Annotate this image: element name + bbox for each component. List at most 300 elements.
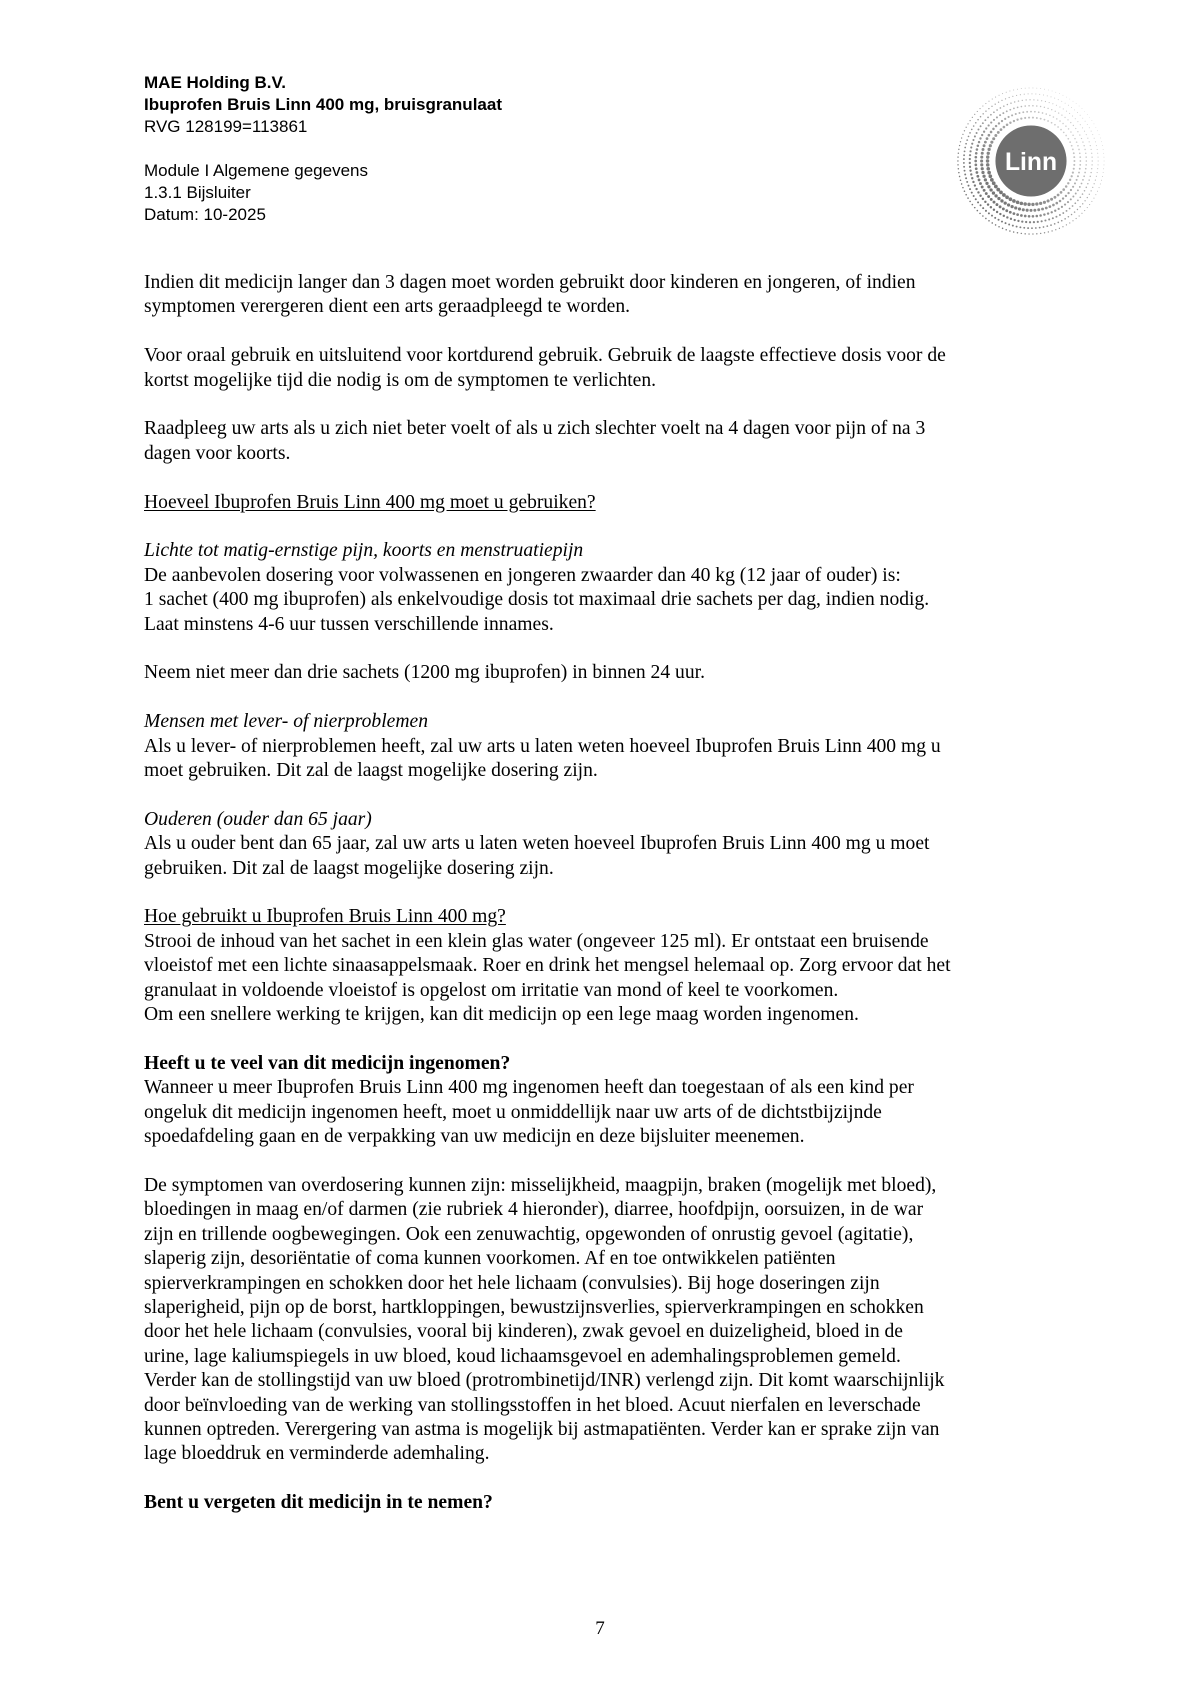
logo-dot [987, 148, 990, 151]
logo-dot [1084, 131, 1085, 132]
logo-dot [957, 156, 958, 157]
logo-dot [1014, 101, 1015, 102]
logo-dot [1055, 92, 1056, 93]
logo-dot [1070, 122, 1071, 123]
logo-dot [982, 215, 984, 217]
logo-dot [1047, 120, 1049, 122]
logo-dot [1035, 93, 1036, 94]
logo-dot [1013, 212, 1016, 215]
logo-dot [1043, 201, 1046, 204]
logo-dot [1009, 122, 1011, 124]
logo-dot [1010, 218, 1012, 220]
logo-dot [966, 127, 967, 128]
logo-dot [1076, 103, 1077, 104]
logo-dot [987, 116, 989, 118]
logo-dot [1027, 203, 1030, 206]
logo-dot [1039, 202, 1042, 205]
logo-dot [1052, 103, 1053, 104]
logo-dot [1071, 214, 1073, 216]
logo-dot [978, 141, 980, 143]
logo-dot [1065, 185, 1068, 188]
logo-dot [1061, 101, 1062, 102]
logo-dot [1041, 220, 1043, 222]
logo-dot [1087, 183, 1088, 184]
logo-dot [981, 186, 984, 189]
logo-dot [1085, 121, 1086, 122]
logo-dot [1036, 88, 1037, 89]
heading-forgotten: Bent u vergeten dit medicijn in te nemen? [144, 1492, 493, 1514]
logo-dot [964, 130, 965, 131]
logo-dot [974, 160, 977, 163]
logo-dot [1075, 128, 1076, 129]
logo-dot [1080, 115, 1081, 116]
logo-dot [1004, 201, 1007, 204]
logo-dot [961, 137, 962, 138]
logo-dot [1084, 200, 1085, 201]
logo-dot [1021, 233, 1022, 234]
logo-dot [1002, 93, 1003, 94]
logo-dot [1065, 195, 1067, 197]
logo-dot [1069, 222, 1070, 223]
logo-dot [1096, 145, 1097, 146]
logo-dot [1013, 120, 1015, 122]
logo-dot [963, 162, 965, 164]
logo-dot [1033, 221, 1035, 223]
logo-dot [968, 185, 970, 187]
logo-dot [1035, 227, 1037, 229]
logo-dot [1006, 110, 1008, 112]
logo-dot [985, 210, 987, 212]
logo-dot [958, 168, 960, 170]
logo-dot [986, 159, 989, 162]
logo-dot [1092, 160, 1093, 161]
paragraph-how-to-use: Strooi de inhoud van het sachet in een klein glas water (ongeveer 125 ml). Er ontstaat een bruisende vloeistof met een lichte sinaasappelsmaak. Roer en drink het mengsel helemaal op. Zorg ervoor dat het granulaat in voldoende vloeistof is opgelost om irritatie van mond of keel te voorkomen. Om een snellere werking te krijgen, kan dit medicijn op een lege maag worden ingenomen. [144, 930, 951, 1026]
logo-dot [974, 164, 977, 167]
logo-dot [1060, 191, 1063, 194]
logo-dot [1094, 138, 1095, 139]
logo-dot [999, 191, 1003, 195]
logo-dot [1089, 141, 1090, 142]
logo-dot [971, 192, 973, 194]
logo-dot [1104, 161, 1105, 162]
logo-dot [976, 148, 979, 151]
logo-dot [1039, 227, 1041, 229]
logo-dot [1074, 109, 1075, 110]
logo-dot [1069, 113, 1070, 114]
logo-dot [958, 149, 959, 150]
logo-dot [970, 146, 972, 148]
logo-dot [975, 167, 978, 170]
logo-dot [981, 171, 984, 174]
logo-dot [1067, 119, 1068, 120]
logo-dot [1091, 131, 1092, 132]
logo-dot [1069, 99, 1070, 100]
logo-dot [981, 167, 984, 170]
logo-dot [993, 119, 995, 121]
logo-dot [1066, 224, 1067, 225]
logo-dot [1092, 134, 1093, 135]
logo-dot [1012, 225, 1014, 227]
logo-dot [1043, 213, 1045, 215]
logo-dot [1001, 120, 1003, 122]
logo-dot [1020, 94, 1021, 95]
logo-dot [963, 166, 965, 168]
logo-dot [1083, 145, 1084, 146]
logo-dot [1020, 214, 1023, 217]
logo-dot [1074, 182, 1076, 184]
logo-dot [1097, 153, 1098, 154]
logo-dot [1005, 209, 1008, 212]
logo-dot [1073, 168, 1075, 170]
logo-dot [979, 182, 982, 185]
logo-dot [1098, 164, 1099, 165]
logo-dot [1064, 218, 1066, 220]
logo-dot [1001, 100, 1002, 101]
logo-dot [985, 218, 987, 220]
logo-dot [960, 141, 961, 142]
logo-dot [1002, 228, 1004, 230]
logo-dot [1029, 99, 1030, 100]
logo-dot [1089, 204, 1090, 205]
logo-dot [985, 110, 986, 111]
logo-dot [1053, 196, 1056, 199]
logo-dot [1076, 218, 1077, 219]
logo-dot [1063, 132, 1065, 134]
logo-dot [1095, 179, 1096, 180]
logo-dot [1097, 130, 1098, 131]
logo-dot [964, 150, 966, 152]
logo-dot [1033, 88, 1034, 89]
logo-dot [1096, 176, 1097, 177]
logo-dot [999, 213, 1001, 215]
logo-dot [1098, 157, 1099, 158]
logo-dot [1079, 206, 1080, 207]
logo-dot [1079, 106, 1080, 107]
logo-dot [1097, 149, 1098, 150]
logo-dot [1009, 230, 1011, 232]
logo-dot [1062, 197, 1064, 199]
logo-dot [1101, 141, 1102, 142]
logo-dot [959, 176, 961, 178]
logo-dot [1084, 149, 1085, 150]
logo-dot [1020, 118, 1022, 120]
logo-dot [1060, 129, 1062, 131]
logo-dot [1082, 118, 1083, 119]
logo-dot [1087, 138, 1088, 139]
logo-dot [987, 185, 990, 188]
logo-dot [990, 131, 993, 134]
logo-dot [1013, 108, 1015, 110]
logo-dot [1072, 115, 1073, 116]
logo-dot [1075, 118, 1076, 119]
logo-dot [969, 188, 971, 190]
logo-dot [1072, 171, 1074, 173]
logo-dot [1057, 126, 1059, 128]
logo-dot [1103, 172, 1104, 173]
logo-dot [1089, 117, 1090, 118]
logo-dot [1067, 201, 1069, 203]
logo-dot [1095, 127, 1096, 128]
logo-dot [1040, 118, 1042, 120]
logo-dot [1017, 220, 1019, 222]
logo-dot [1046, 225, 1048, 227]
logo-dot [1013, 231, 1015, 233]
logo-dot [1059, 228, 1060, 229]
logo-dot [1089, 127, 1090, 128]
logo-dot [1084, 111, 1085, 112]
logo-dot [988, 174, 992, 178]
logo-dot [1024, 215, 1027, 218]
logo-dot [1066, 210, 1068, 212]
logo-dot [1100, 183, 1101, 184]
logo-dot [969, 201, 971, 203]
logo-dot [1073, 125, 1074, 126]
logo-dot [969, 132, 971, 134]
logo-dot [1028, 93, 1029, 94]
logo-dot [1047, 212, 1049, 214]
logo-dot [1056, 118, 1058, 120]
logo-dot [972, 117, 973, 118]
logo-dot [1055, 202, 1058, 205]
logo-dot [1040, 233, 1041, 234]
logo-dot [1074, 211, 1075, 212]
logo-dot [993, 201, 996, 204]
logo-dot [1037, 221, 1039, 223]
logo-dot [965, 143, 967, 145]
logo-dot [1030, 111, 1032, 113]
logo-dot [1090, 172, 1091, 173]
logo-dot [1059, 214, 1061, 216]
logo-dot [1057, 222, 1059, 224]
logo-dot [983, 144, 986, 147]
paragraph-overdose-symptoms: De symptomen van overdosering kunnen zijn: misselijkheid, maagpijn, braken (mogelijk met bloed), bloedingen in maag en/of darmen (zie rubriek 4 hieronder), diarree, hoofdpijn, oorsuizen, in de war zijn en trillende oogbewegingen. Ook een zenuwachtig, opgewonden of onrustig gevoel (agitatie), slaperig zijn, desoriëntatie of coma kunnen voorkomen. Af en toe ontwikkelen patiënten spierverkrampingen en schokken door het hele lichaam (convulsies). Bij hoge doseringen zijn slaperigheid, pijn op de borst, hartkloppingen, bewustzijnsverlies, spierverkrampingen en schokken door het hele lichaam (convulsies, vooral bij kinderen), zwak gevoel en duizeligheid, bloed in de urine, lage kaliumspiegels in uw bloed, koud lichaamsgevoel en ademhalingsproblemen gemeld. Verder kan de stollingstijd van uw bloed (protrombinetijd/INR) verlengd zijn. Dit komt waarschijnlijk door beïnvloeding van de werking van stollingsstoffen in het bloed. Acuut nierfalen en leverschade kunnen optreden. Verergering van astma is mogelijk bij astmapatiënten. Verder kan er sprake zijn van lage bloeddruk en verminderde ademhaling. [144, 1174, 945, 1465]
logo-dot [1039, 94, 1040, 95]
logo-dot [1007, 203, 1010, 206]
logo-dot [1085, 156, 1086, 157]
logo-dot [976, 132, 978, 134]
paragraph-duration: Indien dit medicijn langer dan 3 dagen moet worden gebruikt door kinderen en jongeren, of indien symptomen verergeren dient een arts geraadpleegd te worden. [144, 272, 916, 318]
logo-dot [1022, 111, 1024, 113]
logo-dot [1074, 202, 1076, 204]
logo-dot [1035, 215, 1038, 218]
logo-dot [1028, 215, 1031, 218]
logo-dot [974, 135, 976, 137]
logo-dot [1073, 164, 1075, 166]
logo-dot [1080, 160, 1082, 162]
logo-dot [1052, 204, 1055, 207]
logo-dot [1073, 101, 1074, 102]
logo-dot [981, 134, 983, 136]
logo-dot [1049, 102, 1050, 103]
logo-dot [1023, 202, 1027, 206]
logo-dot [1079, 156, 1081, 158]
logo-dot [1072, 149, 1074, 151]
logo-dot [1077, 209, 1078, 210]
paragraph-elderly: Als u ouder bent dan 65 jaar, zal uw arts u laten weten hoeveel Ibuprofen Bruis Linn 400 mg u moet gebruiken. Dit zal de laagst mogelijke dosering zijn. [144, 833, 930, 879]
logo-dot [975, 152, 978, 155]
logo-dot [1043, 95, 1044, 96]
logo-dot [997, 197, 1000, 200]
logo-dot [1073, 152, 1075, 154]
logo-dot [996, 203, 999, 206]
logo-dot [982, 207, 984, 209]
logo-dot [985, 192, 988, 195]
logo-dot [1081, 213, 1082, 214]
logo-dot [1072, 196, 1074, 198]
registration-number: RVG 128199=113861 [144, 117, 308, 136]
logo-dot [1098, 160, 1099, 161]
logo-dot [1002, 207, 1005, 210]
logo-dot [987, 171, 991, 175]
logo-dot [1059, 93, 1060, 94]
logo-dot [1092, 187, 1093, 188]
logo-dot [1077, 121, 1078, 122]
logo-dot [982, 105, 983, 106]
logo-dot [1025, 88, 1026, 89]
company-name: MAE Holding B.V. [144, 73, 286, 92]
logo-dot [1009, 211, 1012, 214]
logo-dot [1082, 108, 1083, 109]
logo-dot [1079, 152, 1081, 154]
logo-dot [1075, 193, 1077, 195]
logo-dot [994, 194, 997, 197]
logo-dot [1021, 220, 1023, 222]
paragraph-recommended-dose: De aanbevolen dosering voor volwassenen en jongeren zwaarder dan 40 kg (12 jaar of ouder) is: 1 sachet (400 mg ibuprofen) als enkelvoudige dosis tot maximaal drie sachets per dag, indien nodig. Laat minstens 4-6 uur tussen verschillende innames. [144, 564, 930, 635]
logo-dot [980, 163, 983, 166]
logo-dot [980, 156, 983, 159]
logo-dot [994, 185, 998, 189]
logo-dot [1048, 90, 1049, 91]
logo-dot [992, 99, 993, 100]
logo-dot [1050, 224, 1052, 226]
logo-dot [1103, 149, 1104, 150]
logo-dot [986, 163, 990, 167]
logo-dot [1102, 176, 1103, 177]
logo-dot [1024, 94, 1025, 95]
logo-dot [1055, 111, 1056, 112]
logo-dot [1091, 153, 1092, 154]
logo-dot [989, 188, 992, 191]
logo-dot [978, 178, 981, 181]
logo-dot [991, 106, 992, 107]
logo-dot [1058, 99, 1059, 100]
logo-dot [1090, 145, 1091, 146]
logo-dot [1086, 160, 1088, 162]
logo-dot [995, 103, 996, 104]
logo-dot [1080, 124, 1081, 125]
logo-dot [1006, 216, 1008, 218]
logo-dot [977, 111, 978, 112]
logo-dot [972, 204, 974, 206]
logo-dot [1044, 219, 1046, 221]
logo-dot [1049, 205, 1052, 208]
logo-dot [1065, 103, 1066, 104]
logo-dot [1062, 212, 1064, 214]
logo-dot [969, 150, 971, 152]
logo-dot [992, 181, 996, 185]
logo-dot [1045, 113, 1047, 115]
heading-overdose: Heeft u te veel van dit medicijn ingenomen? [144, 1052, 511, 1074]
logo-dot [1009, 109, 1011, 111]
logo-dot [1100, 138, 1101, 139]
logo-dot [974, 207, 976, 209]
paragraph-max-dose: Neem niet meer dan drie sachets (1200 mg ibuprofen) in binnen 24 uur. [144, 662, 705, 684]
logo-dot [974, 184, 976, 186]
logo-dot [995, 97, 996, 98]
document-body [144, 271, 1074, 1516]
logo-dot [979, 213, 981, 215]
logo-dot [1026, 111, 1028, 113]
logo-dot [1068, 128, 1070, 130]
logo-dot [975, 198, 977, 200]
logo-dot [1061, 206, 1063, 208]
logo-dot [1039, 214, 1042, 217]
logo-dot [1079, 168, 1081, 170]
logo-dot [1038, 111, 1040, 113]
logo-dot [1061, 220, 1063, 222]
logo-dot [1081, 183, 1083, 185]
logo-dot [988, 101, 989, 102]
logo-dot [1036, 233, 1037, 234]
logo-dot [1099, 134, 1100, 135]
logo-dot [968, 136, 970, 138]
logo-dot [998, 219, 1000, 221]
logo-dot [1079, 186, 1081, 188]
logo-dot [1028, 233, 1029, 234]
logo-dot [1021, 88, 1022, 89]
logo-dot [1012, 199, 1016, 203]
logo-dot [1029, 221, 1031, 223]
logo-dot [1041, 208, 1044, 211]
logo-dot [1072, 134, 1074, 136]
logo-dot [1059, 200, 1062, 203]
logo-dot [971, 177, 973, 179]
logo-dot [1072, 220, 1073, 221]
logo-dot [1013, 90, 1014, 91]
logo-dot [1071, 107, 1072, 108]
logo-dot [996, 188, 1000, 192]
logo-dot [972, 181, 974, 183]
logo-dot [1012, 96, 1013, 97]
logo-dot [1018, 207, 1021, 210]
logo-dot [1087, 207, 1088, 208]
logo-dot [1017, 89, 1018, 90]
logo-dot [1051, 96, 1052, 97]
logo-dot [1028, 117, 1030, 119]
logo-dot [1101, 180, 1102, 181]
logo-dot [1067, 138, 1069, 140]
logo-dot [1074, 138, 1076, 140]
logo-dot [1093, 198, 1094, 199]
logo-dot [974, 114, 975, 115]
logo-dot [1055, 216, 1057, 218]
logo-dot [1036, 105, 1038, 107]
logo-dot [957, 160, 958, 161]
logo-dot [959, 145, 960, 146]
logo-dot [1087, 197, 1088, 198]
logo-dot [987, 152, 990, 155]
logo-dot [1077, 131, 1078, 132]
logo-dot [984, 201, 986, 203]
logo-dot [969, 120, 970, 121]
logo-dot [1062, 188, 1065, 191]
paragraph-overdose: Wanneer u meer Ibuprofen Bruis Linn 400 mg ingenomen heeft dan toegestaan of als een kind per ongeluk dit medicijn ingenomen heeft, moet u onmiddellijk naar uw arts of de dichtstbijzijnde spoedafdeling gaan en de verpakking van uw medicijn en deze bijsluiter meenemen. [144, 1077, 914, 1148]
logo-dot [1103, 168, 1104, 169]
logo-dot [976, 171, 979, 174]
logo-dot [1005, 222, 1007, 224]
logo-dot [960, 179, 962, 181]
logo-dot [979, 108, 980, 109]
